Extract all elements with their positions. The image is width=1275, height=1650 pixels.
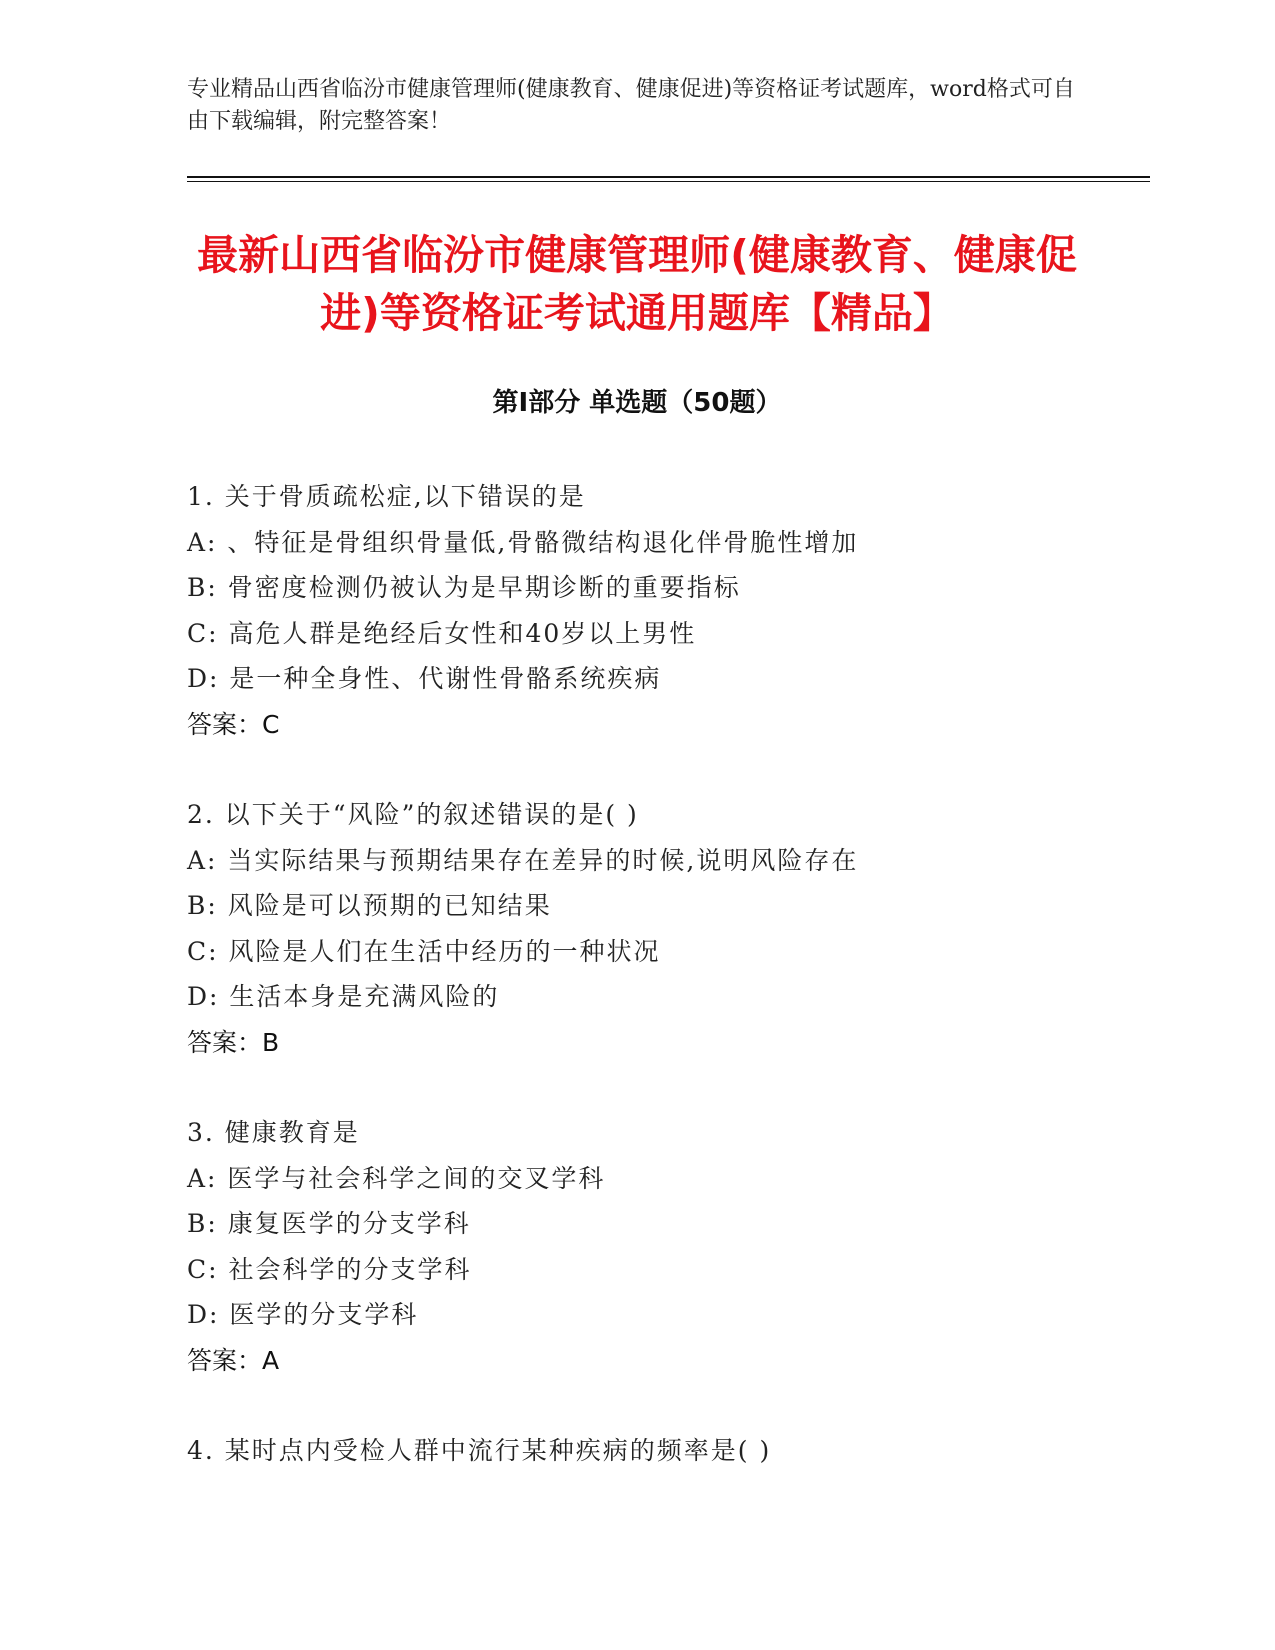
option-a: A: 医学与社会科学之间的交叉学科: [187, 1163, 606, 1193]
answer: 答案：B: [187, 1027, 280, 1057]
option-c: C: 社会科学的分支学科: [187, 1254, 472, 1284]
question-stem: 3. 健康教育是: [187, 1118, 360, 1147]
option-d: D: 生活本身是充满风险的: [187, 982, 500, 1011]
option-c: C: 风险是人们在生活中经历的一种状况: [187, 936, 661, 966]
option-d: D: 医学的分支学科: [187, 1300, 419, 1329]
question-2: [187, 792, 1087, 1065]
header-rule-thin: [187, 181, 1150, 182]
question-list: [187, 474, 1087, 1519]
answer: 答案：C: [187, 709, 280, 739]
question-stem: 2. 以下关于“风险”的叙述错误的是( ): [187, 800, 639, 829]
question-stem: 4. 某时点内受检人群中流行某种疾病的频率是( ): [187, 1436, 772, 1465]
header-note: 专业精品山西省临汾市健康管理师(健康教育、健康促进)等资格证考试题库，word格式可自由下载编辑，附完整答案！: [187, 77, 1075, 134]
option-a: A: 、特征是骨组织骨量低,骨骼微结构退化伴骨脆性增加: [187, 527, 859, 557]
header-rule-thick: [187, 176, 1150, 178]
option-c: C: 高危人群是绝经后女性和40岁以上男性: [187, 618, 697, 648]
document-title: 最新山西省临汾市健康管理师(健康教育、健康促进)等资格证考试通用题库【精品】: [197, 231, 1077, 337]
option-d: D: 是一种全身性、代谢性骨骼系统疾病: [187, 664, 662, 693]
question-stem: 1. 关于骨质疏松症,以下错误的是: [187, 482, 586, 511]
answer: 答案：A: [187, 1345, 280, 1375]
option-a: A: 当实际结果与预期结果存在差异的时候,说明风险存在: [187, 845, 859, 875]
section-heading: 第Ⅰ部分 单选题（50题）: [492, 388, 782, 418]
option-b: B: 骨密度检测仍被认为是早期诊断的重要指标: [187, 573, 741, 602]
option-b: B: 康复医学的分支学科: [187, 1209, 471, 1238]
question-3: [187, 1110, 1087, 1383]
question-1: [187, 474, 1087, 747]
question-4: [187, 1428, 1087, 1474]
option-b: B: 风险是可以预期的已知结果: [187, 891, 552, 920]
